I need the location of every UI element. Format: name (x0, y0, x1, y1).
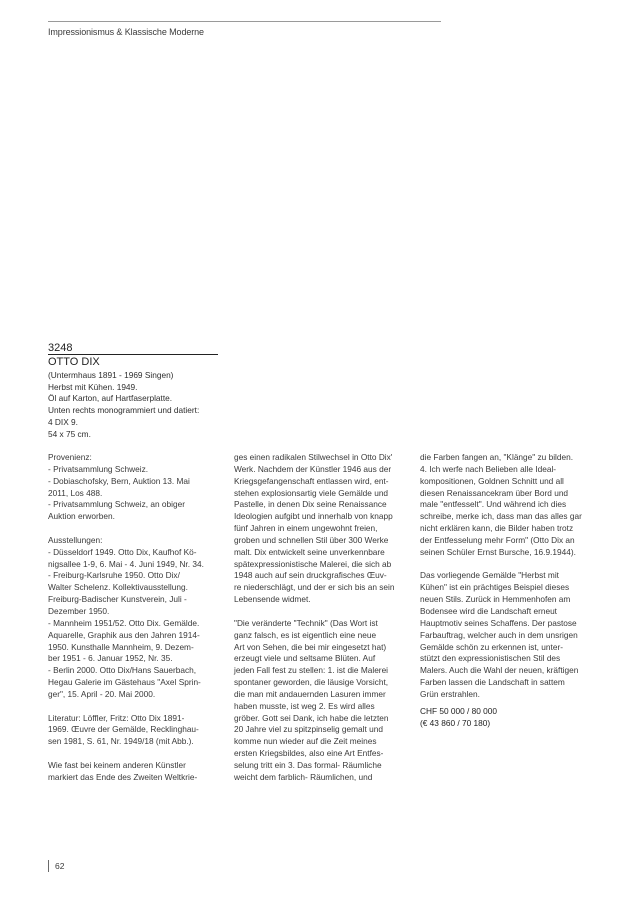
page-number-rule (48, 860, 49, 872)
text-line: - Düsseldorf 1949. Otto Dix, Kaufhof Kö- (48, 546, 197, 557)
lot-number: 3248 (48, 342, 73, 354)
text-line: Walter Schelenz. Kollektivausstellung. (48, 582, 188, 593)
text-line: - Mannheim 1951/52. Otto Dix. Gemälde. (48, 617, 200, 628)
page-number: 62 (55, 861, 65, 871)
text-line: Art von Sehen, die bei mir eingesetzt hat) (234, 641, 387, 652)
detail-line: Herbst mit Kühen. 1949. (48, 381, 138, 392)
text-line: Aquarelle, Graphik aus den Jahren 1914- (48, 629, 200, 640)
text-line: spontaner geworden, die läusige Vorsicht, (234, 677, 389, 688)
text-line: Dezember 1950. (48, 605, 110, 616)
text-line: haben musste, ist weg 2. Es wird alles (234, 700, 375, 711)
text-line: Das vorliegende Gemälde "Herbst mit (420, 570, 559, 581)
text-line: Auktion erworben. (48, 511, 115, 522)
text-line: - Privatsammlung Schweiz. (48, 463, 149, 474)
text-line: nigsallee 1-9, 6. Mai - 4. Juni 1949, Nr. 34. (48, 558, 204, 569)
text-line: Farben lassen die Landschaft in sattem (420, 677, 565, 688)
text-line: malt. Dix entwickelt seine unverkennbare (234, 546, 385, 557)
text-line: Kriegsgefangenschaft entlassen wird, ent- (234, 475, 389, 486)
text-column-2 (234, 452, 412, 784)
detail-line: Öl auf Karton, auf Hartfaserplatte. (48, 393, 173, 404)
text-line: Malers. Auch die Wahl der neuen, kräftigen (420, 665, 579, 676)
text-line: die man mit andauernden Lasuren immer (234, 688, 386, 699)
text-line: fünf Jahren in einem ungewohnt freien, (234, 523, 378, 534)
text-line: Gemälde schön zu erkennen ist, unter- (420, 641, 563, 652)
lot-rule (48, 354, 218, 355)
text-line: kompositionen, Goldnen Schnitt und all (420, 475, 564, 486)
text-line: Freiburg-Badischer Kunstverein, Juli - (48, 594, 187, 605)
text-line: gröber. Gott sei Dank, ich habe die letzten (234, 712, 389, 723)
section-header: Impressionismus & Klassische Moderne (48, 27, 204, 37)
text-line: Provenienz: (48, 452, 92, 462)
estimate-eur: (€ 43 860 / 70 180) (420, 717, 491, 728)
text-line: Ausstellungen: (48, 534, 103, 545)
text-line: 20 Jahre viel zu spitzpinselig gemalt und (234, 724, 383, 735)
text-line: Bodensee wird die Landschaft erneut (420, 605, 557, 616)
paragraph-gap (420, 559, 598, 571)
estimate-chf: CHF 50 000 / 80 000 (420, 705, 498, 716)
text-line: male "entfesselt". Und während ich dies (420, 499, 567, 510)
text-line: Lebensende widmet. (234, 594, 311, 605)
text-line: 2011, Los 488. (48, 487, 103, 498)
paragraph-gap (234, 606, 412, 618)
text-column-1 (48, 452, 226, 784)
text-line: 1948 auch auf sein druckgrafisches Œuv- (234, 570, 387, 581)
text-line: stützt den expressionistischen Stil des (420, 653, 561, 664)
text-line: stehen explosionsartig viele Gemälde und (234, 487, 389, 498)
artist-name: OTTO DIX (48, 356, 100, 368)
text-line: seinen Schüler Ernst Bursche, 16.9.1944). (420, 546, 576, 557)
text-line: jeden Fall fest zu stellen: 1. ist die Malerei (234, 665, 389, 676)
text-line: "Die veränderte "Technik" (Das Wort ist (234, 617, 378, 628)
text-line: erzeugt viele und seltsame Blüten. Auf (234, 653, 376, 664)
text-column-3 (420, 452, 598, 729)
text-line: Kühen" ist ein prächtiges Beispiel dieses (420, 582, 570, 593)
text-line: - Berlin 2000. Otto Dix/Hans Sauerbach, (48, 665, 197, 676)
detail-line: 54 x 75 cm. (48, 428, 91, 439)
text-line: nicht erklären kann, die Bilder haben trotz (420, 523, 574, 534)
paragraph-gap (48, 701, 226, 713)
text-line: Hauptmotiv seines Schaffens. Der pastose (420, 617, 577, 628)
text-line: Farbauftrag, welcher auch in dem unsrigen (420, 629, 578, 640)
text-line: markiert das Ende des Zweiten Weltkrie- (48, 771, 198, 782)
text-line: sen 1981, S. 61, Nr. 1949/18 (mit Abb.). (48, 736, 194, 747)
top-rule (48, 21, 441, 22)
text-line: 4. Ich werfe nach Belieben alle Ideal- (420, 463, 557, 474)
text-line: groben und schnellen Stil über 300 Werke (234, 534, 389, 545)
text-line: re niederschlägt, und der er sich bis an sein (234, 582, 395, 593)
text-line: Pastelle, in denen Dix seine Renaissance (234, 499, 387, 510)
text-line: Hegau Galerie im Gästehaus "Axel Sprin- (48, 677, 201, 688)
text-line: der Entfesselung mehr Form" (Otto Dix an (420, 534, 575, 545)
text-line: neuen Stils. Zurück in Hemmenhofen am (420, 594, 571, 605)
paragraph-gap (48, 748, 226, 760)
text-line: Literatur: Löffler, Fritz: Otto Dix 1891- (48, 712, 185, 723)
text-line: ges einen radikalen Stilwechsel in Otto Dix' (234, 452, 393, 462)
detail-line: 4 DIX 9. (48, 416, 78, 427)
text-line: - Privatsammlung Schweiz, an obiger (48, 499, 185, 510)
text-line: ber 1951 - 6. Januar 1952, Nr. 35. (48, 653, 173, 664)
text-line: - Freiburg-Karlsruhe 1950. Otto Dix/ (48, 570, 180, 581)
text-line: spätexpressionistische Malerei, die sich ab (234, 558, 392, 569)
text-line: ger", 15. April - 20. Mai 2000. (48, 688, 156, 699)
text-line: - Dobiaschofsky, Bern, Auktion 13. Mai (48, 475, 190, 486)
detail-line: (Untermhaus 1891 - 1969 Singen) (48, 370, 174, 380)
text-line: komme nun wieder auf die Zeit meines (234, 736, 377, 747)
text-line: 1969. Œuvre der Gemälde, Recklinghau- (48, 724, 199, 735)
text-line: Ideologien aufgibt und innerhalb von knapp (234, 511, 393, 522)
text-line: Werk. Nachdem der Künstler 1946 aus der (234, 463, 392, 474)
text-line: diesen Renaissancekram über Bord und (420, 487, 569, 498)
text-line: die Farben fangen an, "Klänge" zu bilden. (420, 452, 574, 462)
paragraph-gap (48, 523, 226, 535)
text-line: ganz falsch, es ist eigentlich eine neue (234, 629, 377, 640)
text-line: ersten Kriegsbildes, also eine Art Entfes- (234, 748, 384, 759)
text-line: selung tritt ein 3. Das formal- Räumliche (234, 759, 382, 770)
text-line: schreibe, merke ich, dass man das alles gar (420, 511, 582, 522)
text-line: 1950. Kunsthalle Mannheim, 9. Dezem- (48, 641, 194, 652)
text-line: weicht dem farblich- Räumlichen, und (234, 771, 373, 782)
text-line: Wie fast bei keinem anderen Künstler (48, 759, 186, 770)
text-line: Grün erstrahlen. (420, 688, 480, 699)
lot-details (48, 370, 199, 440)
detail-line: Unten rechts monogrammiert und datiert: (48, 405, 200, 416)
